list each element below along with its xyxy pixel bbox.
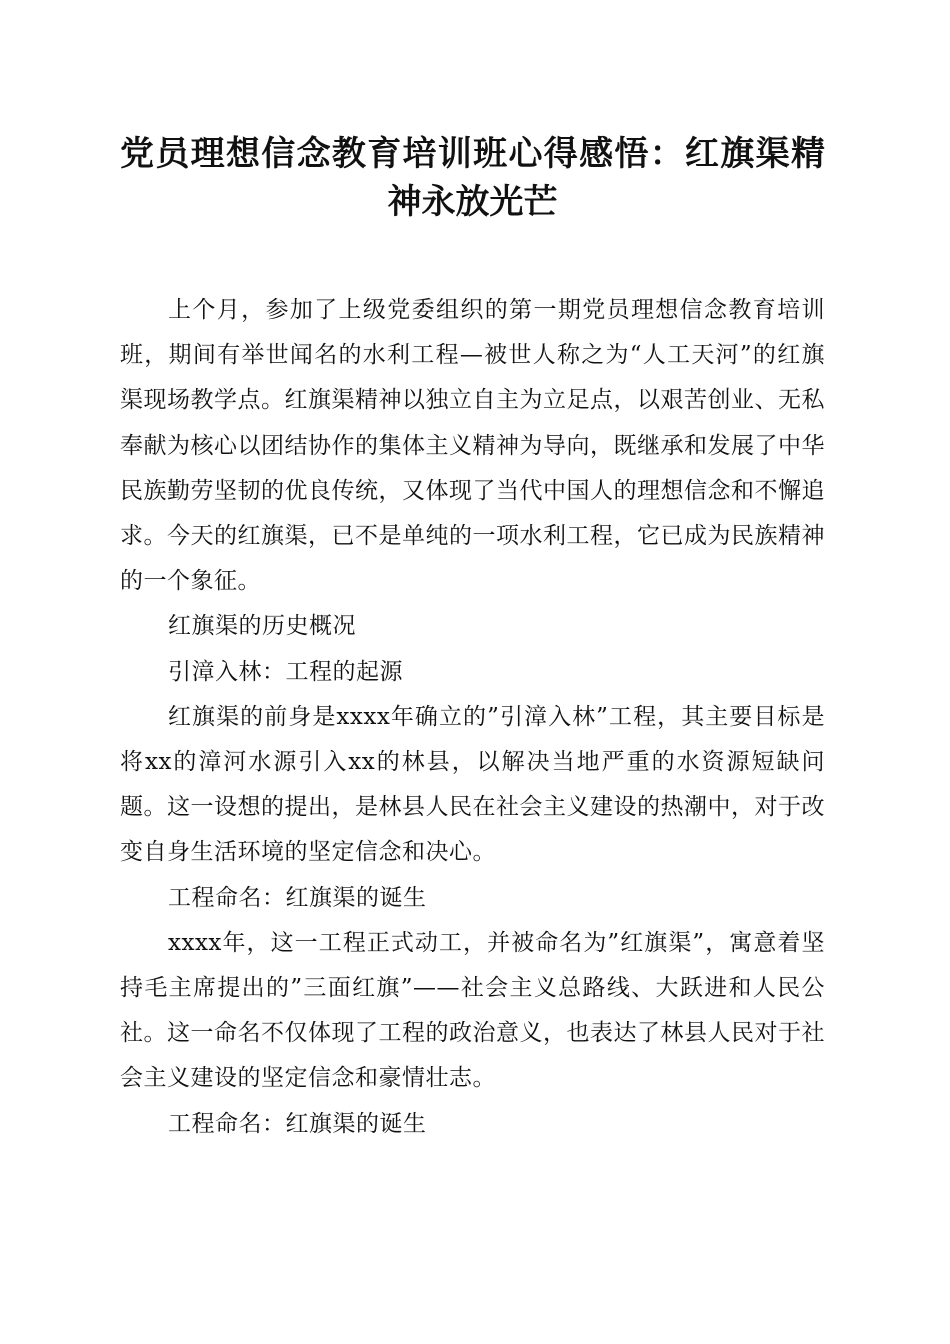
document-page	[120, 130, 825, 1147]
paragraph-naming: xxxx年，这一工程正式动工，并被命名为”红旗渠”，寓意着坚持毛主席提出的”三面红旗”——社会主义总路线、大跃进和人民公社。这一命名不仅体现了工程的政治意义，也表达了林县人民对于社会主义建设的坚定信念和豪情壮志。	[120, 929, 825, 1092]
subheading-naming: 工程命名：红旗渠的诞生	[168, 884, 427, 911]
section-heading-history: 红旗渠的历史概况	[168, 613, 356, 640]
paragraph-origin: 红旗渠的前身是xxxx年确立的”引漳入林”工程，其主要目标是将xx的漳河水源引入xx的林县，以解决当地严重的水资源短缺问题。这一设想的提出，是林县人民在社会主义建设的热潮中，对于改变自身生活环境的坚定信念和决心。	[120, 703, 825, 866]
subheading-origin: 引漳入林：工程的起源	[168, 658, 403, 685]
paragraph-intro: 上个月，参加了上级党委组织的第一期党员理想信念教育培训班，期间有举世闻名的水利工程—被世人称之为“人工天河”的红旗渠现场教学点。红旗渠精神以独立自主为立足点，以艰苦创业、无私奉献为核心以团结协作的集体主义精神为导向，既继承和发展了中华民族勤劳坚韧的优良传统，又体现了当代中国人的理想信念和不懈追求。今天的红旗渠，已不是单纯的一项水利工程，它已成为民族精神的一个象征。	[120, 297, 825, 595]
document-title: 党员理想信念教育培训班心得感悟：红旗渠精神永放光芒	[120, 134, 825, 222]
subheading-naming-repeat: 工程命名：红旗渠的诞生	[168, 1110, 427, 1137]
